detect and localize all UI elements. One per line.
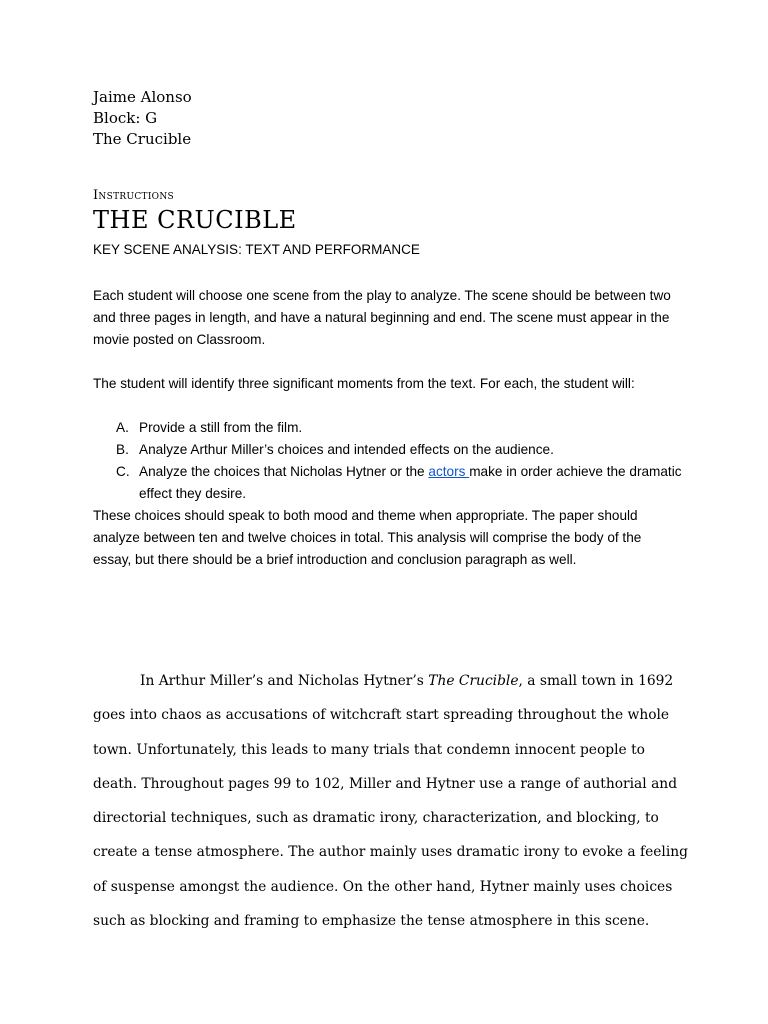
list-item	[93, 417, 683, 439]
instructions-list	[93, 417, 683, 505]
instructions-label: Instructions	[93, 188, 175, 203]
instructions-paragraph-2: The student will identify three significant moments from the text. For each, the student will:	[93, 376, 635, 391]
list-marker: B.	[116, 442, 129, 457]
document-title: THE CRUCIBLE	[93, 206, 297, 234]
essay-work-title: The Crucible	[428, 673, 519, 689]
list-marker: C.	[116, 464, 130, 479]
list-item-text: Provide a still from the film.	[139, 420, 303, 435]
student-header	[93, 87, 192, 150]
list-item-text: Analyze Arthur Miller’s choices and intended effects on the audience.	[139, 442, 554, 457]
actors-link[interactable]: actors	[428, 464, 470, 479]
document-subtitle: KEY SCENE ANALYSIS: TEXT AND PERFORMANCE	[93, 242, 420, 257]
student-name: Jaime Alonso	[93, 88, 192, 106]
assignment-name: The Crucible	[93, 130, 192, 148]
list-item-text: Analyze the choices that Nicholas Hytner or the actors make in order achieve the dramatic effect they desire.	[139, 464, 682, 501]
essay-body	[93, 664, 693, 938]
instructions-paragraph-3: These choices should speak to both mood and theme when appropriate. The paper should analyze between ten and twelve choices in total. This analysis will comprise the body of the essay, but there should be a brief introduction and conclusion paragraph as well.	[93, 508, 642, 567]
essay-paragraph: In Arthur Miller’s and Nicholas Hytner’s The Crucible, a small town in 1692 goes into chaos as accusations of witchcraft start spreading throughout the whole town. Unfortunately, this leads to many trials that condemn innocent people to death. Throughout pages 99 to 102, Miller and Hytner use a range of authorial and directorial techniques, such as dramatic irony, characterization, and blocking, to create a tense atmosphere. The author mainly uses dramatic irony to evoke a feeling of suspense amongst the audience. On the other hand, Hytner mainly uses choices such as blocking and framing to emphasize the tense atmosphere in this scene.	[93, 673, 688, 930]
list-item	[93, 461, 683, 505]
instructions-paragraph-1: Each student will choose one scene from the play to analyze. The scene should be between two and three pages in length, and have a natural beginning and end. The scene must appear in the movie posted on Classroom.	[93, 288, 671, 347]
class-block: Block: G	[93, 109, 158, 127]
list-item	[93, 439, 683, 461]
list-marker: A.	[116, 420, 129, 435]
